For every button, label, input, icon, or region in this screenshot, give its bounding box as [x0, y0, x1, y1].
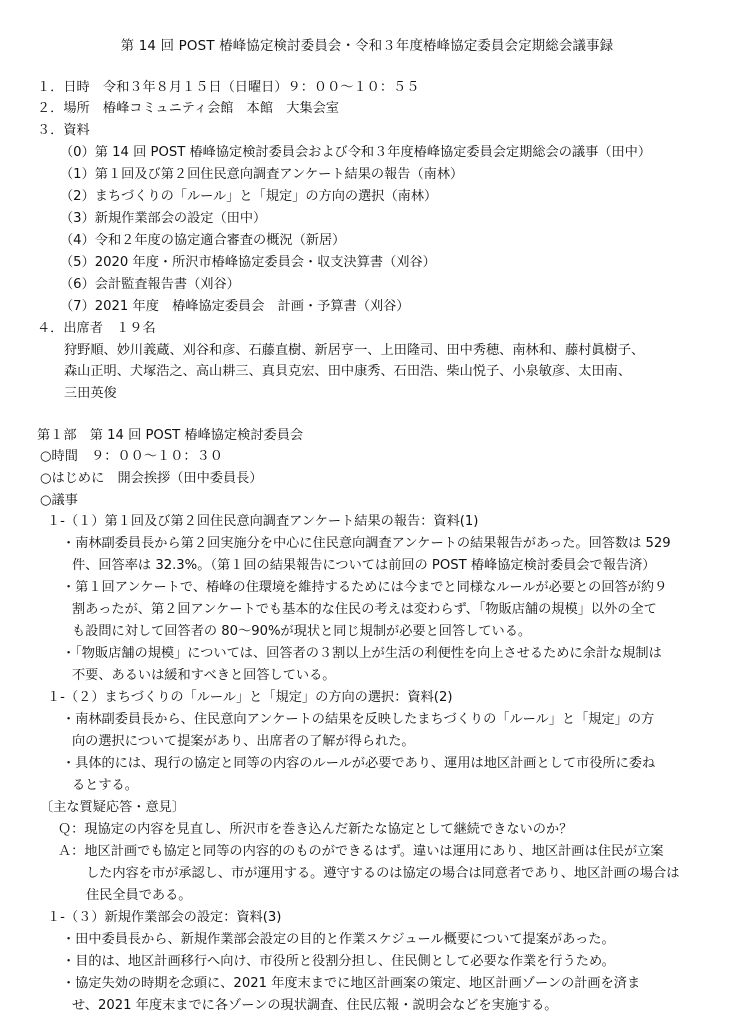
qa-question: Ｑ：現協定の内容を見直し、所沢市を巻き込んだ新たな協定として継続できないのか？ — [58, 822, 573, 837]
item2-bullet: ・南林副委員長から、住民意向アンケートの結果を反映したまちづくりの「ルール」と「規定」の方 — [62, 712, 655, 727]
part1-time: ○時間 ９：００～１０：３０ — [40, 449, 223, 464]
part1-heading: 第１部 第 14 回 POST 椿峰協定検討委員会 — [37, 428, 304, 443]
item1-bullet: ・「物販店舗の規模」については、回答者の３割以上が生活の利便性を向上させるために余計な規制は — [62, 646, 662, 661]
material-item: （0）第 14 回 POST 椿峰協定検討委員会および令和３年度椿峰協定委員会定期総会の議事（田中） — [60, 145, 652, 160]
item1-bullet: 不要、あるいは緩和すべきと回答している。 — [72, 668, 336, 683]
item2-bullet: ・具体的には、現行の協定と同等の内容のルールが必要であり、運用は地区計画として市役所に委ね — [62, 756, 656, 771]
qa-label: 〔主な質疑応答・意見〕 — [40, 800, 186, 815]
item1-bullet: ・第１回アンケートで、椿峰の住環境を維持するためには今までと同様なルールが必要との回答が約９ — [62, 580, 668, 595]
item3-bullet: ・目的は、地区計画移行へ向け、市役所と役割分担し、住民側として必要な作業を行うため。 — [62, 954, 615, 969]
attendees-line: 三田英俊 — [64, 386, 117, 401]
meeting-date: １．日時 令和３年８月１５日（日曜日）９：００～１０：５５ — [37, 80, 420, 95]
item3-heading: １-（３）新規作業部会の設定：資料(3) — [47, 910, 282, 925]
material-item: （2）まちづくりの「ルール」と「規定」の方向の選択（南林） — [60, 189, 438, 204]
attendees-line: 森山正明、犬塚浩之、高山耕三、真貝克宏、田中康秀、石田浩、柴山悦子、小泉敏彦、太田南、 — [64, 364, 632, 379]
item1-bullet: も設問に対して回答者の 80～90%が現状と同じ規制が必要と回答している。 — [72, 624, 532, 639]
agenda-label: ○議事 — [40, 493, 78, 508]
qa-answer: した内容を市が承認し、市が運用する。遵守するのは協定の場合は同意者であり、地区計画の場合は — [86, 866, 680, 881]
item3-bullet: ・田中委員長から、新規作業部会設定の目的と作業スケジュール概要について提案があった。 — [62, 932, 615, 947]
item3-bullet: せ、2021 年度末までに各ゾーンの現状調査、住民広報・説明会などを実施する。 — [72, 998, 558, 1013]
attendees-label: ４．出席者 １９名 — [37, 321, 156, 336]
materials-label: ３．資料 — [37, 123, 90, 138]
meeting-place: ２．場所 椿峰コミュニティ会館 本館 大集会室 — [37, 101, 339, 116]
material-item: （1）第１回及び第２回住民意向調査アンケート結果の報告（南林） — [60, 167, 464, 182]
material-item: （6）会計監査報告書（刈谷） — [60, 277, 240, 292]
material-item: （4）令和２年度の協定適合審査の概況（新居） — [60, 233, 346, 248]
item2-bullet: るとする。 — [72, 778, 138, 793]
item2-heading: １-（２）まちづくりの「ルール」と「規定」の方向の選択：資料(2) — [47, 690, 453, 705]
item1-bullet: 割あったが、第２回アンケートでも基本的な住民の考えは変わらず、「物販店舗の規模」以外の全て — [72, 602, 657, 617]
part1-opening: ○はじめに 開会挨拶（田中委員長） — [40, 471, 263, 486]
item1-heading: １-（１）第１回及び第２回住民意向調査アンケート結果の報告：資料(1) — [47, 514, 479, 529]
item1-bullet: ・南林副委員長から第２回実施分を中心に住民意向調査アンケートの結果報告があった。回答数は 529 — [62, 536, 671, 551]
qa-answer: 住民全員である。 — [86, 888, 192, 903]
material-item: （7）2021 年度 椿峰協定委員会 計画・予算書（刈谷） — [60, 299, 410, 314]
item2-bullet: 向の選択について提案があり、出席者の了解が得られた。 — [72, 734, 415, 749]
material-item: （3）新規作業部会の設定（田中） — [60, 211, 267, 226]
item1-bullet: 件、回答率は 32.3%。（第１回の結果報告については前回の POST 椿峰協定検討委員会で報告済） — [72, 558, 656, 573]
document-title: 第 14 回 POST 椿峰協定検討委員会・令和３年度椿峰協定委員会定期総会議事録 — [120, 39, 614, 54]
material-item: （5）2020 年度・所沢市椿峰協定委員会・収支決算書（刈谷） — [60, 255, 436, 270]
attendees-line: 狩野順、妙川義蔵、刈谷和彦、石藤直樹、新居亨一、上田隆司、田中秀穂、南林和、藤村眞樹子、 — [64, 343, 645, 358]
qa-answer: Ａ：地区計画でも協定と同等の内容的のものができるはず。違いは運用にあり、地区計画は住民が立案 — [58, 844, 664, 859]
item3-bullet: ・協定失効の時期を念頭に、2021 年度末までに地区計画案の策定、地区計画ゾーンの計画を済ま — [62, 976, 641, 991]
